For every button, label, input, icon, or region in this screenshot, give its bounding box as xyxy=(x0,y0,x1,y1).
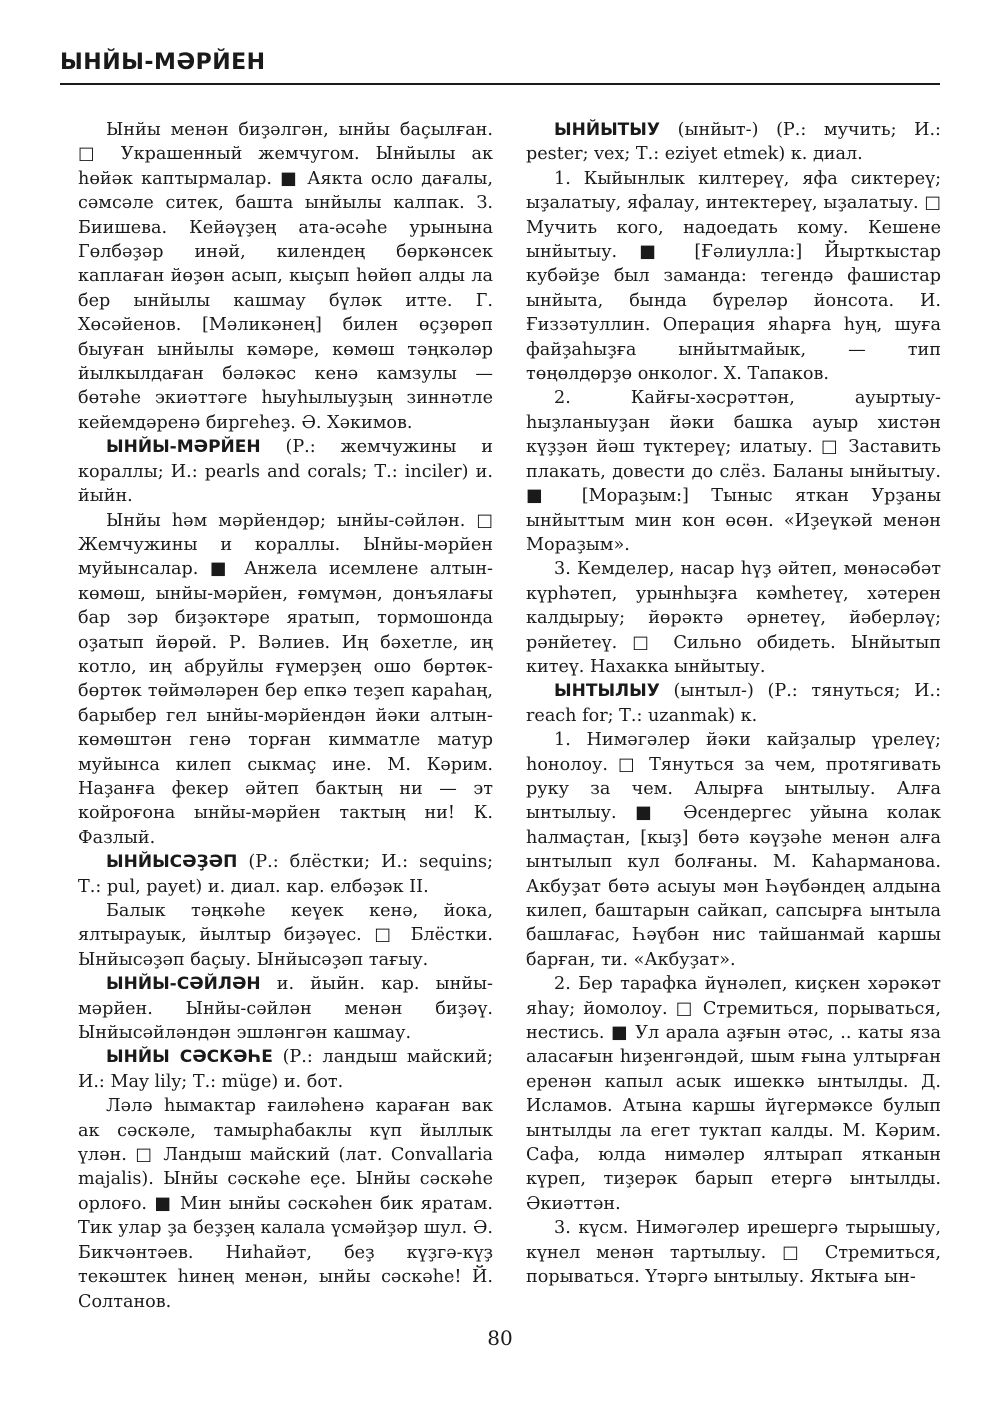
running-head: ЫНЙЫ-МӘРЙЕН xyxy=(60,50,266,75)
dictionary-entry xyxy=(526,679,941,728)
entry-text: Ынйы һәм мәрйендәр; ынйы-сәйлән. □ Жемчужины и кораллы. Ынйы-мәрйен муйынсалар. ■ Анжела исемлене алтын-көмөш, ынйы-мәрйен, ғөмүмән, донъялағы бар зәр биҙәктәре яратып, тормошонда оҙатып йөрөй. Р. Вәлиев. Иң бәхетле, иң котло, иң абруйлы ғүмерҙең ошо бөртөк-бөртөк төймәләрен бер епкә теҙеп караһаң, барыбер гел ынйы-мәрйендән йәки алтын-көмөштән генә торған кимматле матур муйынса килеп сыкмаҫ ине. М. Кәрим. Наҙанға фекер әйтеп бактың ни — эт койроғона ынйы-мәрйен тактың ни! К. Фазлый. xyxy=(78,510,493,848)
entry-definition: (Р.: жемчужины и кораллы; И.: pearls and corals; Т.: inciler) и. йыйн. xyxy=(78,437,493,507)
entry-sense: 3. күсм. Нимәгәлер ирешергә тырышыу, күнел менән тартылыу. □ Стремиться, порываться. Үтәргә ынтылыу. Яктыға ын- xyxy=(526,1218,941,1288)
entry-definition: и. йыйн. кар. ынйы-мәрйен. Ынйы-сәйлән менән биҙәү. Ынйысәйләндән эшләнгән кашмау. xyxy=(78,974,493,1044)
entry-headword: ЫНЙЫ-СӘЙЛӘН xyxy=(106,974,261,995)
page-number: 80 xyxy=(487,1326,513,1350)
dictionary-entry xyxy=(78,850,493,899)
entry-text: Ләлә һымактар ғаиләһенә караған вак ак сәскәле, тамырһабаклы күп йыллык үлән. □ Ландыш майский (лат. Convallaria majalis). Ынйы сәскәһе еҫе. Ынйы сәскәһе орлоғо. ■ Мин ынйы сәскәһен бик яратам. Тик улар ҙа беҙҙең калала үсмәйҙәр шул. Ә. Бикчәнтәев. Ниһайәт, беҙ күҙгә-күҙ текәштек һинең менән, ынйы сәскәһе! Й. Солтанов. xyxy=(78,1096,493,1312)
entry-headword: ЫНТЫЛЫУ xyxy=(554,681,660,702)
entry-definition: (Р.: блёстки; И.: sequins; Т.: pul, payet) и. диал. кар. елбәҙәк II. xyxy=(78,852,493,897)
entry-text: Ынйы менән биҙәлгән, ынйы баҫылған. □ Украшенный жемчугом. Ынйылы ак һөйәк каптырмалар. ■ Аякта осло дағалы, сәмсәле ситек, башта ынйылы калпак. З. Биишева. Кейәүҙең ата-әсәһе урынына Гөлбәҙәр инәй, килендең бөркәнсек каплаған йөҙөн асып, кыҫып һөйөп алды ла бер ынйылы кашмау бүләк итте. Г. Хөсәйенов. [Мәликәнең] билен өҫҙөрөп быуған ынйылы кәмәре, көмөш тәңкәләр йылкылдаған бәләкәс кенә камзулы — бөтәһе экиәттәге һыуһылыуҙың зиннәтле кейемдәренә биргеһеҙ. Ә. Хәкимов. xyxy=(78,120,493,433)
entry-headword: ЫНЙЫ СӘСКӘҺЕ xyxy=(106,1047,273,1068)
dictionary-entry xyxy=(78,972,493,1045)
entry-sense: 1. Нимәгәлер йәки кайҙалыр үрелеү; һонолоу. □ Тянуться за чем, протягивать руку за чем. Алырға ынтылыу. Алға ынтылыу. ■ Әсендергес уйына колак һалмаҫтан, [кыҙ] бөтә кәүҙәһе менән алға ынтылып кул болғаны. М. Каһарманова. Акбуҙат бөтә асыуы мән Һәүбәндең алдына килеп, баштарын сайкап, сапсырға ынтыла башлағас, Һәүбән нис тайшанмай каршы барған, ти. «Акбуҙат». xyxy=(526,730,941,970)
entry-definition: (ынйыт-) (Р.: мучить; И.: pester; vex; Т.: eziyet etmek) к. диал. xyxy=(526,120,941,165)
left-column xyxy=(78,118,493,1314)
entry-sense: 2. Бер тарафка йүнәлеп, киҫкен хәрәкәт яһау; йомолоу. □ Стремиться, порываться, нестись. ■ Ул арала аҙғын әтәс, .. каты яза аласағын һиҙенгәндәй, шым ғына ултырған еренән капыл асык ишеккә ынтылды. Д. Исламов. Атына каршы йүгермәксе булып ынтылды ла егет туктап калды. М. Кәрим. Сафа, юлда нимәлер ялтырап ятканын күреп, тиҙерәк барып етергә ынтылды. Әкиәттән. xyxy=(526,974,941,1214)
entry-sense: 1. Кыйынлык килтереү, яфа сиктереү; ыҙалатыу, яфалау, интектереү, ыҙалатыу. □ Мучить кого, надоедать кому. Кешене ынйытыу. ■ [Ғәлиулла:] Йырткыстар кубәйҙе был заманда: тегендә фашистар ынйыта, бында бүреләр йонсота. И. Ғиззәтуллин. Операция яһарға һуң, шуға файҙаһыҙға ынйытмайык, — тип төңөлдөрҙө онколог. Х. Тапаков. xyxy=(526,168,941,385)
dictionary-entry xyxy=(78,435,493,508)
dictionary-entry xyxy=(526,118,941,167)
entry-headword: ЫНЙЫ-МӘРЙЕН xyxy=(106,437,261,458)
right-column xyxy=(526,118,941,1290)
entry-sense: 3. Кемделер, насар һүҙ әйтеп, мөнәсәбәт күрһәтеп, урынһыҙға кәмһетеү, хәтерен калдырыу; йөрәктә әрнетеү, йәберләү; рәнйетеү. □ Сильно обидеть. Ынйытып китеү. Нахакка ынйытыу. xyxy=(526,559,941,677)
page-header xyxy=(60,50,940,85)
entry-headword: ЫНЙЫТЫУ xyxy=(554,120,661,140)
entry-definition: (Р.: ландыш майский; И.: May lily; Т.: müge) и. бот. xyxy=(78,1047,493,1092)
entry-sense: 2. Кайғы-хәсрәттән, ауыртыу-һыҙланыуҙан йәки башка ауыр хистән күҙҙән йәш түктереү; илатыу. □ Заставить плакать, довести до слёз. Баланы ынйытыу. ■ [Мораҙым:] Тыныс яткан Урҙаны ынйыттым мин кон өсөн. «Иҙеүкәй менән Мораҙым». xyxy=(526,388,941,555)
entry-headword: ЫНЙЫСӘҘӘП xyxy=(106,852,238,873)
dictionary-entry xyxy=(78,1045,493,1094)
entry-definition: (ынтыл-) (Р.: тянуться; И.: reach for; Т.: uzanmak) к. xyxy=(526,681,941,726)
entry-text: Балык тәңкәһе кеүек кенә, йока, ялтырауык, йылтыр биҙәүес. □ Блёстки. Ынйысәҙәп баҫыу. Ынйысәҙәп тағыу. xyxy=(78,901,493,970)
